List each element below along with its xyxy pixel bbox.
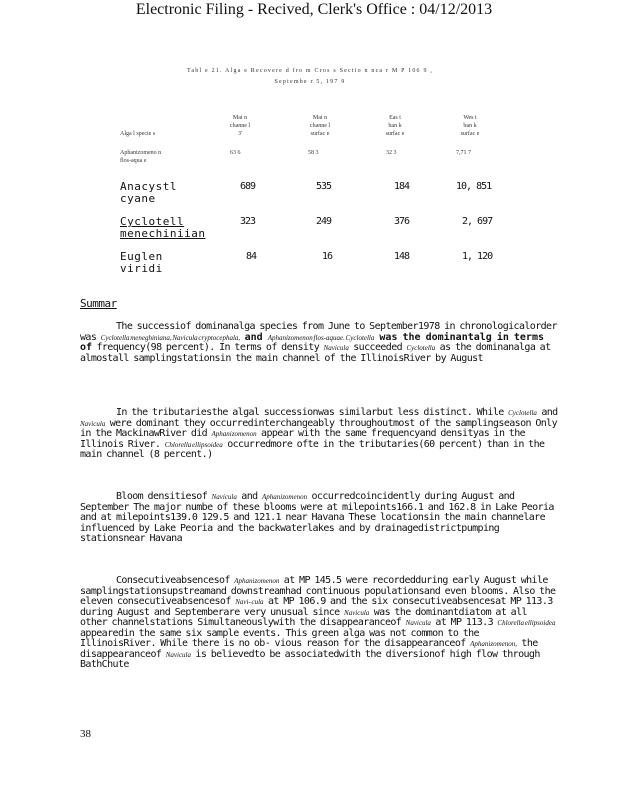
table-cell: 32 3 xyxy=(386,150,397,156)
table-cell: 249 xyxy=(316,216,332,227)
table-cell: 148 xyxy=(394,251,410,262)
table-cell: 7,71 7 xyxy=(456,150,471,156)
table-row-name: Euglen viridi xyxy=(120,250,163,275)
summary-heading: Summar xyxy=(80,297,117,310)
col-header-species: Alga l specie s xyxy=(120,131,156,137)
table-cell: 376 xyxy=(394,216,410,227)
filing-header: Electronic Filing - Recived, Clerk's Office : 04/12/2013 xyxy=(135,1,493,18)
summary-paragraph-1: The successiof dominanalga species from June to September1978 in chronologicalorder was Cyclotella meneghiniana, Navicula cryptocephala, and Aphanizomenon flos-aquae. Cyclotella was the dominantalg in terms of frequency(98 percent). In terms of density Navicula succeeded Cyclotella as the dominanalga at almostall samplingstationsin the main channel of the IllinoisRiver by August xyxy=(80,321,557,364)
table-row-name: Aphanizomeno n flos-aqua e xyxy=(120,150,162,164)
table-cell: 184 xyxy=(394,181,410,192)
table-cell: 535 xyxy=(316,181,332,192)
col-header-east-bank-surface: Eas t ban k surfac e xyxy=(385,115,405,137)
table-row-name: Anacystl cyane xyxy=(120,180,177,205)
table-cell: 323 xyxy=(240,216,256,227)
summary-paragraph-3: Bloom densitiesof Navicula and Aphanizomenon occurredcoincidently during August and September The major numbe of these blooms were at milepoints166.1 and 162.8 in Lake Peoria and at milepoints139.0 129.5 and 121.1 near Havana These locationsin the main channelare influenced by Lake Peoria and the backwaterlakes and by drainagedistrictpumping stationsnear Havana xyxy=(80,491,554,544)
summary-paragraph-2: In the tributariesthe algal successionwas similarbut less distinct. While Cyclotella and Navicula were dominant they occurredinterchangeably throughoutmost of the samplingseason Only in the MackinawRiver did Aphanizomenon appear with the same frequencyand densityas in the Illinois River. Chlorella ellipsoidea occurredmore ofte in the tributaries(60 percent) than in the main channel (8 percent.) xyxy=(80,407,558,460)
col-header-main-channel-surface: Mai n channe l surfac e xyxy=(309,115,331,137)
summary-paragraph-4: Consecutiveabsencesof Aphanizomenon at MP 145.5 were recordedduring early August while samplingstationsupstreamand downstreamhad continuous populationsand even blooms. Also the eleven consecutiveabsencesof Navi- cula at MP 106.9 and the six consecutiveabsencesat MP 113.3 during August and Septemberare very unusual since Navicula was the dominantdiatom at all other channelstations Simultaneouslywith the disappearanceof Navicula at MP 113.3 Chlorella ellipsoidea appearedin the same six sample events. This green alga was not common to the IllinoisRiver. While there is no ob- vious reason for the disappearanceof Aphanizomenon, the disappearanceof Navicula is believedto be associatedwith the diversionof high flow through BathChute xyxy=(80,575,556,670)
table-cell: 58 3 xyxy=(308,150,319,156)
table-caption-date: Septembe r 5, 197 9 xyxy=(274,79,346,85)
table-cell: 84 xyxy=(246,251,257,262)
table-cell: 63 6 xyxy=(230,150,241,156)
table-cell: 10, 851 xyxy=(456,181,492,192)
table-cell: 1, 120 xyxy=(462,251,493,262)
table-caption: Tabl e 21. Alga e Recovere d fro m Cros s Sectio n nca r M P 106 9 , xyxy=(186,68,434,74)
col-header-west-bank-surface: Wes t ban k surfac e xyxy=(460,115,480,137)
table-row-name: Cyclotell menechiniian xyxy=(120,215,206,240)
col-header-main-channel-3ft: Mai n channe l 3' xyxy=(229,115,251,137)
table-cell: 689 xyxy=(240,181,256,192)
table-cell: 16 xyxy=(322,251,333,262)
table-cell: 2, 697 xyxy=(462,216,493,227)
page-number: 38 xyxy=(80,728,91,740)
